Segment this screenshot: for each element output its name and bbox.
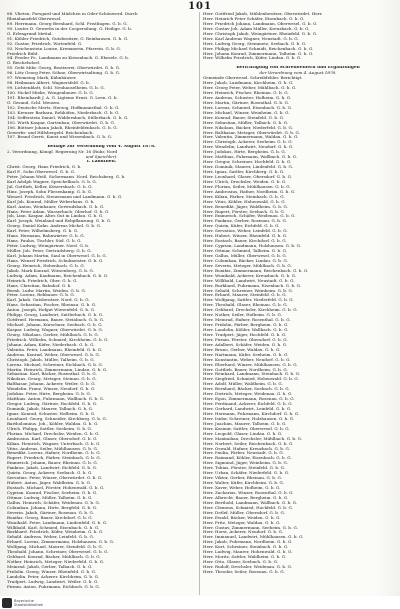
text-line: Herr. Martin, Gärtner, Rosenthal. G. b. G. — [203, 100, 290, 105]
text-line: 2. Verordnung, Königl. Regierung Nr. 16 (Ruhr, Nord — [7, 150, 118, 155]
text-line: Bartholomäus. Joh., Köhler, Waldau. G. b. G. — [7, 421, 99, 426]
text-line: Quirin. Georg, Ackerer, Seebach. G. b. G. — [7, 471, 93, 476]
text-line: Herr. Gustav Joh. Adam Müller, Kreuzbach. G. b. G. — [203, 26, 310, 31]
text-line: Herr. Karl Andreas Wagner, Neustadt. G. b. G. — [203, 36, 299, 41]
text-line: Philipp. Georg, Landwirt, Sattlerbach. G. b. G. — [7, 313, 104, 318]
text-line: Wolfgang. Michael, Maurer, Steinfeld. G. b. G. — [7, 545, 103, 550]
text-line: Herr. Siegfried, Schmied, Hohenwald. G. b. G. — [203, 377, 299, 382]
library-credit-line2: Staatsbibliothek — [14, 603, 44, 607]
text-line: Herr. Benedikt, Jäger, Waldheim. G. b. G. — [203, 204, 288, 209]
text-line: Herr. Ludwig Georg, Steinmetz, Seebach. G. b. G. — [203, 41, 307, 46]
text-line: Herr. Theodor, Seiler, Rosenau. G. b. G. — [203, 569, 285, 574]
text-line: Georg. Heinrich, Hohenbach. G. b. G. — [7, 263, 85, 268]
text-line: 104. Sefferstein Daniel, Widdernbach, Stillerbach. G. b. G. — [7, 115, 129, 120]
text-line: Herr. Theobald, Glaser, Rheinau. G. b. G. — [203, 303, 288, 308]
text-line: Martin. Heinrich, Zimmermann, Lindau. G. b. G. — [7, 367, 108, 372]
text-line: Herr. Meinrad, Hafner, Rosenthal. G. b. G. — [203, 318, 291, 323]
text-line: Müller. Joh. Peter, Gertrudsberg. G. b. G. — [7, 249, 92, 253]
text-line: Herr. Cyprian, Landmann, Holzhausen. G. b. G. — [203, 244, 302, 249]
text-line: Herr. Christoph, Ackerer, Seeheim. G. b. G. — [203, 140, 293, 145]
text-line: Herr. Erhard, Maurer, Steinfeld. G. b. G. — [203, 293, 287, 298]
text-line: Meinrad. Jakob, Gerber, Talbach. G. b. G. — [7, 565, 93, 569]
text-line: Karl. Jakob, Gutsbesitzer, Nord. G. b. G. — [7, 298, 90, 303]
text-line: Herr. Rudolf, Drechsler, Weidenau. G. b. G. — [203, 565, 293, 569]
text-columns — [4, 12, 396, 595]
text-line: 100. Nickel Mieke, Wengenbauer. G. b. G. — [7, 91, 94, 95]
text-line: Herr. Tobias, Förster, Steinfeld. G. b. G. — [203, 466, 285, 471]
text-line: Ludwig. Adam, Kaufmann, Reichenbach. G. b. G. — [7, 273, 109, 278]
text-line: G. Reichelsdorf. — [7, 61, 41, 66]
text-line: Christoph. Jakob, Müller, Talheim. G. b. G. — [7, 357, 95, 362]
text-line: Valentin. Peter, Landmann, Rheinfeld. G. b. G. — [7, 347, 103, 352]
text-line: Herr. Burkhard, Fuhrmann, Eisenbach. G. b. G. — [203, 283, 302, 288]
text-line: Herr. Georg Peter, Weber, Mühlbach. G. b. G. — [203, 86, 297, 91]
text-line: Karl Adolph Wagner, Speichelbach. G. b. G. — [7, 179, 97, 184]
text-line: Herr. Hartmann, Küfer, Seeheim. G. b. G. — [203, 352, 289, 357]
text-line: 98. Heilmann Albert, Wagnersfeld. G. b. — [7, 81, 90, 86]
text-line: 90. Leuter D. Gewerbs in der Coopersilung. G. Heilige. G. b. — [7, 26, 133, 31]
text-line: Georg. Daniel Kahn. Andreas Michel. G. b. G. — [7, 224, 101, 229]
text-line: Cyprian. Konrad, Fischer, Seeheim. G. b. G. — [7, 490, 98, 495]
text-line: Michael. Johann, Kürschner, Seebach. G. b. G. — [7, 323, 103, 328]
text-line: Leonhard. Georg, Schneider, Kirchberg. G. b. G. — [7, 416, 107, 421]
text-line: Herr. Egon, Zimmermann, Rosenau. G. b. G. — [203, 397, 295, 402]
text-line: Herr. Valentin, Zimmermann, Waldau. G. b. G. — [203, 135, 299, 140]
text-line: Dominik. Jakob, Maurer, Talbach. G. b. G. — [7, 407, 94, 411]
text-line: Herr. Maximilian, Drechsler, Mühlbach. G. b. G. — [203, 436, 303, 441]
library-credit-line1: Bayerische — [14, 599, 34, 603]
library-footer — [0, 596, 400, 609]
text-line: 88. Vlieten, Forsgard und Mädchen in Oder-Schönwerd. Durch — [7, 12, 138, 16]
text-line: 93. Neichenstein Louise, Kremmerin, Pfarrein. G. b. G. — [7, 46, 121, 51]
text-line: Karl. Joseph, Weinland und Rebpflanzung. G. b. G. — [7, 219, 112, 224]
text-line: Herr. Jakob, Fuhrmann, Nordheim. G. b. G. — [203, 540, 293, 545]
text-line: Herr. Isidor, Schreiner, Holzhausen. G. b. G. — [203, 416, 295, 421]
text-line: 106. Büttner Johann Jakob, Rheinfeldenbach. G. b. G. — [7, 125, 118, 130]
text-line: Herr. Kurt, Schreiner, Steinbach. G. b. G. — [203, 545, 289, 550]
text-line: Herr. Heinrich Peter Schäfer, Eisenbach. G. b. G. — [203, 16, 305, 21]
text-line: Herr. Lorenz, Schmied, Eisenbach. G. b. G. — [203, 105, 293, 110]
text-line: Herr. Notker, Seiler, Hofheim. G. b. G. — [203, 313, 282, 318]
text-line: Herr. Landolin, Köhler, Wallbach. G. b. G. — [203, 328, 289, 332]
text-line: Pirmin. Anton, Fuhrmann, Eichbach. G. b. G. — [7, 584, 100, 589]
text-line: Herr. Hermann, Fuhrmann, Kirchdorf. G. b. G. — [203, 411, 300, 416]
text-line: Herr. Sigmund, Jäger, Weinheim. G. b. G. — [203, 461, 288, 466]
text-line: Gottfried. Hermann, Bauer, Steinbach. G. b. G. — [7, 318, 105, 323]
text-line: Jul. Gottlieb, Keller, Kötzersbach. G. b. G. — [7, 184, 93, 189]
text-line: Hans. Paulus, Tischler, Süd. G. b. G. — [7, 239, 82, 244]
text-line: Herr. Dietrich, Metzger, Weidenau. G. b. G. — [203, 392, 293, 397]
text-line: Wunibald. Peter, Landmann, Lindenfeld. G. b. G. — [7, 520, 108, 525]
text-line: Herr. Jodokus, Hirte, Bergheim. G. b. G. — [203, 150, 286, 155]
text-line: Peter. Johann Weiß, Sichermann. Nord. Reichsberg. G. b. — [7, 174, 126, 179]
text-line: Balthasar. Johann, Ackerer, Weiler. G. b. G. — [7, 382, 96, 387]
text-line: Herr. Friedrich Johann, Landmann, Oberwesel. G. b. G. — [203, 21, 318, 26]
text-line: Herr. Eberhard, Winzer, Mühlhausen. G. b. G. — [203, 362, 298, 367]
text-line: Hans. Wenzel Friedrich, Schulmeister. G. b. G. — [7, 258, 104, 263]
text-line: Karl. Anton, Weinbauer, Gertrudsbach. G. b. G. — [7, 204, 105, 209]
text-line: Herr. Rupert, Förster, Seebach. G. b. G. — [203, 209, 285, 214]
text-line: Ulrich. Philipp, Sattler, Seeheim. G. b. G. — [7, 426, 92, 431]
text-line: Herr. Ferdinand, Ackerer, Eichfeld. G. b. G. — [203, 402, 293, 407]
text-line: 94. Feeder Fr., Landmann zu Kiesenbach. G. Ehesele. G. b. — [7, 56, 130, 61]
text-line: Anton. Joseph, Hofgut Wiesenfeld. G. b. G. — [7, 308, 96, 313]
text-line: Herr. Kilian, Färber, Steinbach. G. b. G. — [203, 194, 285, 199]
text-line: Jakob. Mark Konrad, Wiesenberg. G. b. G. — [7, 268, 94, 273]
text-line: Herr. Kasimir, Sattler, Oberwesel. G. b. G. — [203, 426, 290, 431]
text-line: Herr. Walter, Küfer, Kirchheim. G. b. G. — [203, 481, 284, 486]
text-line: Herr. Sebald, Schreiner, Weinheim. G. b. G. — [203, 288, 293, 293]
text-line: Herr. Jakob, Landmann, Kirchheim. G. b. G. — [203, 81, 294, 86]
text-line: Herr. Gebhard, Drechsler, Kirchheim. G. b. G. — [203, 308, 298, 313]
text-line: Herr. Pankraz, Gerber, Rosenau. G. b. G. — [203, 219, 287, 224]
text-line: Herr. Adolf, Müller, Waldheim. G. b. G. — [203, 382, 283, 387]
text-line: 101. Rheinhardt J. A. G. Ligteme Ernst. G. Leen. G. b. — [7, 95, 118, 100]
text-line: Trudpert. Ludwig, Landwirt, Weiler. G. b. G. — [7, 579, 99, 584]
text-line: Herr. Florian, Seiler, Mühlhausen. G. b. G. — [203, 184, 291, 189]
text-line: Severin. Jakob, Gärtner, Rosenau. G. b. G. — [7, 510, 94, 515]
text-line: Eustach. Michael, Förster, Hohenwald. G. b. G. — [7, 486, 105, 490]
text-line: Pankraz. Jakob, Landwirt, Eichfeld. G. b. G. — [7, 466, 98, 471]
text-line: Herr. Moritz, Sattler, Waldheim. G. b. G. — [203, 555, 287, 560]
text-line: Herr. Detlef, Müller, Obersdorf. G. b. G. — [203, 510, 285, 515]
library-credit — [14, 599, 43, 607]
text-line: Benedikt. Lorenz, Hafner, Nordheim. G. b. G. — [7, 451, 101, 456]
text-line: Herr. Oswald, Hafner, Kreuzbach. G. b. G. — [203, 446, 290, 451]
text-line: Peter. Ludwig, Weingärtner. Nord. G. b. — [7, 244, 90, 249]
text-line: I. Landtheil. — [86, 160, 117, 165]
text-line: Herr. Severin, Metzger, Mühlbach. G. b. G. — [203, 263, 292, 268]
text-line: Herr. Vitus, Köhler, Hohenwald. G. b. G. — [203, 199, 286, 204]
text-line: 103. Kreuzer Barbara, Rehhöfen, Niederbach. G. b. G. — [7, 110, 120, 115]
text-line: Herr. Ambrosius, Hafner, Nordheim. G. b. G. — [203, 189, 296, 194]
text-line: Wenzel. Friedrich, Steuermann und Landmann. G. b. G. — [7, 194, 123, 199]
text-line: Herr. Eustach, Bauer, Kirchdorf. G. b. G. — [203, 239, 287, 244]
text-line: Herr. Heinrich, Fischer, Rheinau. G. b. G. — [203, 91, 289, 95]
text-line: Gregor. Ludwig, Gärtner, Hochfeld. G. b. G. — [7, 402, 98, 407]
text-line: Vitus. Andreas, Seiler, Mühlhausen. G. b. G. — [7, 446, 98, 451]
text-line: Herr. Joachim, Maurer, Talheim. G. b. G. — [203, 421, 287, 426]
text-line: Hans. Sebastian, Fischer, Rheinau. G. b. G. — [7, 303, 97, 308]
text-line: Herr. Gustav, Zimmermann, Seeheim. G. b. G. — [203, 525, 298, 530]
text-line: Herr. Fritz, Metzger, Waldau. G. b. G. — [203, 520, 281, 525]
text-line: Fridolin. Georg, Winzer, Rheinfeld. G. b. G. — [7, 569, 97, 574]
text-line: Columban. Johann, Hirte, Bergfeld. G. b. G. — [7, 505, 98, 510]
text-line: Herr. Andreas, Schuster, Hofheim. G. b. G. — [203, 95, 292, 100]
text-line: Herr. Raimund, Köhler, Eisenbach. G. b. G. — [203, 456, 292, 461]
text-line: Herr. Bonifaz, Zimmermann, Reichenbach. G. b. G. — [203, 268, 309, 273]
text-line: Herr. Emmerich, Schäfer, Weidenau. G. b. G. — [203, 214, 296, 219]
text-line: Servatius. Peter, Winzer, Oberwürdet. G. b. G. — [7, 476, 103, 481]
text-line: Bernh. Ludw. Martin, Weiden. G. b. G. — [7, 288, 86, 293]
text-line: Herr. Urban, Schäfer, Niederfeld. G. b. G. — [203, 471, 290, 476]
left-column — [4, 12, 200, 595]
text-line: Hubert. Anton, Jäger, Waldheim. G. b. G. — [7, 481, 92, 486]
text-line: Herr. Gottfried Jakob, Mühlenbesitzer, Oberwürdet. Herr. — [203, 12, 323, 16]
text-line: Sebastian. Karl, Bäcker, Rosenthal. G. b. G. — [7, 372, 97, 377]
library-logo-icon — [2, 598, 12, 608]
text-line: 102. Deutsche Mertz, Herzog, Hoffmannsthal. G. b. G. — [7, 105, 120, 110]
text-line: Hans. Peter Adam, Wasserbach, Oberhof. G. b. G. — [7, 209, 110, 214]
text-line: 107. Brand Gerrit, Kunst und Wiesenbach. G. b. G. — [7, 135, 113, 140]
text-line: Gebhard. Konrad, Bäcker, Mühlbach. G. b. G. — [7, 555, 101, 560]
text-line: Karl F., Sohn Oberwesel. G. b. G. — [7, 170, 76, 174]
text-line: Herr. Ottmar, Schmied, Talheim. G. b. G. — [203, 249, 288, 253]
text-line: Herr. Adalbert, Schäfer, Weiden. G. b. G. — [203, 342, 288, 347]
text-line: G. Erlengrund Mettal. — [7, 31, 53, 36]
text-line: 95. Geht Mihr. Georg, Besitzerei, Oberwürdet. G. b. G. — [7, 66, 121, 71]
text-line: Burkhard. Friedrich, Küfer, Weinheim. G. b. G. — [7, 530, 104, 535]
text-line: Matthias. Anton, Fuhrmann, Wallbach. G. b. G. — [7, 397, 105, 402]
text-line: Gewerbs- und Hilfsbergeld. Reichenbach. — [7, 130, 94, 135]
text-line: Heinrich. Friedrich, Ober. G. b. G. — [7, 278, 78, 283]
text-line: Herr. Wolfgang, Sattler, Niederfeld. G. b. G. — [203, 298, 294, 303]
text-line: Hinz. Joseph, Sohn Fliesenkamp. G. b. G. — [7, 189, 93, 194]
text-line: 92. Gustav, Friedrich, Wirtenfeld. G. — [7, 41, 83, 46]
text-line: 89. Herrmann. Georg Bernhard, Schl. Fristlingen. G. b. G. — [7, 21, 128, 26]
text-line: Karl. Johann Martin, Saul in Oberwesel. G. b. G. — [7, 253, 107, 258]
text-line: Erhard. Lorenz, Zimmermann, Holzhausen. G. b. G. — [7, 540, 115, 545]
text-line: Emmerich. Johann, Bauer, Rheinau. G. b. G. — [7, 461, 98, 466]
text-line: Herr. Columban, Bäcker, Lindau. G. b. G. — [203, 258, 288, 263]
text-line: Georg. Nikolaus, Gerber, Mühlbach. G. b. G. — [7, 332, 99, 337]
text-line: Gemeinde Oberwesel. Schreibfehler. Berichtigt. — [203, 76, 303, 81]
text-line: Herr. Zacharias, Winzer, Rosenthal. G. b. G. — [203, 490, 294, 495]
text-line: Herr. Viktor, Gerber, Rheinau. G. b. G. — [203, 476, 282, 481]
text-line: Herr. Wilhelm Friedrich, Küfer, Lindau. G. b. G. — [203, 56, 302, 61]
text-line: 96. Lötz Georg Peter, Söhne, Oberwirtsaltung. G. b. G. — [7, 71, 121, 76]
text-line: Herr. Christoph Jakob, Weingärtner, Rheinfeld. G. b. G. — [203, 31, 318, 36]
text-line: Andreas. Konrad, Weber, Oberwesel. G. b. G. — [7, 352, 100, 357]
text-line: Herr. Norbert, Seiler, Reichenbach. G. b. G. — [203, 441, 294, 446]
text-line: G. Gesund, Schl. Meusen. — [7, 100, 61, 105]
text-line: Herr. Berthold, Landmann, Wallbach. G. b. G. — [203, 500, 298, 505]
text-line: Wendelin. Franz, Winzer, Neudorf. G. b. G. — [7, 387, 96, 392]
text-line: Karl. Peter, Wilhelmsberg. G. b. G. — [7, 229, 79, 234]
text-line: Herr. Matthias, Fuhrmann, Wallbach. G. b. G. — [203, 155, 298, 160]
text-line: und Speichler). — [85, 155, 118, 160]
text-line: Herr. Michael, Winzer, Weinheim. G. b. G. — [203, 110, 290, 115]
text-line: 91. Köhler Friedrich, Gutsbesitzer, G. Reinhausen. G. b. G. — [7, 36, 129, 41]
text-line: Herr. Clemens, Schmied, Hochfeld. G. b. G. — [203, 505, 293, 510]
text-line: Herr. Johann Konrad, Zimmermann, Talheim. G. b. G. — [203, 51, 314, 56]
text-line: Theobald. Johann, Schreiner, Oberwesel. G. b. G. — [7, 550, 109, 555]
text-line: Hans. Christian, Bahnhof. G. b. — [7, 283, 72, 288]
text-line: Lorenz. Michael, Schreiner, Eichbach. G. b. G. — [7, 362, 103, 367]
text-line: Herr. Trudpert, Jäger, Hochfeld. G. b. G. — [203, 332, 287, 337]
text-line: Herr. Ignaz, Sattler, Kirchberg. G. b. G. — [203, 170, 285, 174]
text-line: Herr. Philipp Michael Schmidt, Reichenbach. G. b. G. — [203, 46, 314, 51]
text-line: Herr. Reinhard, Landmann, Steinbach. G. b. G. — [203, 372, 301, 377]
text-line: Hans. Hermann, Bahnwärter. G. b. G. — [7, 234, 85, 239]
text-line: Notker. Heinrich, Metzger, Niederfeld. G. b. G. — [7, 560, 105, 565]
text-line: Johann. Adam, Küfer, Niederbach. G. b. G. — [7, 342, 95, 347]
text-line: Herr. Bernhard, Bäcker, Seebach. G. b. G. — [203, 387, 290, 392]
text-line: Herr. Immanuel, Landwirt, Mühlhausen. G. b. G. — [203, 535, 304, 540]
text-line: Herr. Willibald, Landwirt, Neustadt. G. b. G. — [203, 278, 295, 283]
text-line: Willibald. Karl, Schmied, Eisenbach. G. b. G. — [7, 525, 100, 530]
text-line: Christ. Georg, Hans Friedrich, G. b. — [7, 165, 82, 170]
text-line: der Verordnung vom 4. August 1878. — [259, 71, 337, 76]
text-line: Beilage zur Verordnung vom 4. August 1878. — [47, 145, 156, 150]
text-line: Herr. Leonhard, Glaser, Obersdorf. G. b. G. — [203, 174, 293, 179]
text-line: Herr. Dominik, Maurer, Lindenfeld. G. b. G. — [203, 165, 293, 170]
text-line: Herr. Ewald, Bäcker, Weiden. G. b. G. — [203, 515, 281, 520]
text-line: Herr. Fridolin, Färber, Bergheim. G. b. G. — [203, 323, 289, 328]
text-line: Karl Joh. Konrad, Müller Weberhaus. G. b. — [7, 199, 95, 204]
text-line: Herr. Gottlieb, Bauer, Nordheim. G. b. G. — [203, 367, 288, 372]
text-line: Herr. Konrad, Bauer, Steinfeld. G. b. G. — [203, 115, 285, 120]
text-line: Kilian. Heinrich, Wagner, Unterbach. G. b. G. — [7, 441, 101, 446]
text-line: Herr. Servatius, Weber, Leinfeld. G. b. G. — [203, 229, 288, 234]
text-line: Nikolaus. Georg, Metzger, Steinau. G. b. G. — [7, 377, 97, 382]
text-line: Ignaz. Konrad, Schuster, Hofheim. G. b. G. — [7, 411, 96, 416]
text-line: Berichtigung von Schreibfehlern und Ergänzungen — [236, 66, 360, 71]
text-line: Kaspar. Ludwig, Wagner, Oberwürdet. G. b. G. — [7, 328, 103, 332]
page-number: 101 — [188, 1, 212, 12]
text-line: Herr. Sebastian, Müller, Talbach. G. b. G. — [203, 120, 289, 125]
text-line: Landolin. Peter, Ackerer, Kirchheim. G. b. G. — [7, 574, 100, 579]
text-line: Herr. Ulrich, Drechsler, Weiden. G. b. G. — [203, 179, 287, 184]
right-column — [200, 12, 396, 595]
text-line: Herr. Gregor, Schreiner, Hochfeld. G. b. G. — [203, 160, 292, 165]
text-line: Herr. Wunibald, Ackerer, Kreuzbach. G. b. G. — [203, 273, 297, 278]
text-line: Herr. Nikolaus, Bäcker, Niederfeld. G. b. G. — [203, 125, 293, 130]
text-line: Friedrich. Wilhelm, Schmied, Kirchheim. G. b. G. — [7, 337, 109, 342]
text-line: Ambrosius. Karl, Glaser, Obersdorf. G. b. G. — [7, 436, 98, 441]
text-line: Herr. Albrecht, Bauer, Bergheim. G. b. G. — [203, 495, 289, 500]
text-line: Herr. Quirin, Küfer, Eichfeld. G. b. G. — [203, 224, 280, 229]
text-line: Herr. Gerhard, Landwirt, Leinfeld. G. b. G. — [203, 407, 292, 411]
text-line: Gallus. Heinrich, Schäfer, Weidenau. G. b. G. — [7, 500, 100, 505]
text-line: Herr. Horst, Ackerer, Neudorf. G. b. G. — [203, 530, 284, 535]
text-line: Ottmar. Ludwig, Müller, Talheim. G. b. G. — [7, 495, 93, 500]
text-line: Herr. Wendelin, Landwirt, Neudorf. G. b. G. — [203, 145, 294, 150]
text-line: Herr. Konstantin, Weber, Neudorf. G. b. G. — [203, 357, 291, 362]
text-line: Rupert. Friedrich, Färber, Steinbach. G. b. G. — [7, 456, 101, 461]
text-line: Florian. Michael, Drechsler, Weiden. G. b. G. — [7, 431, 100, 436]
text-line: Sebald. Andreas, Weber, Leinfeld. G. b. G. — [7, 535, 94, 540]
text-line: Herr. Leopold, Glaser, Lindau. G. b. G. — [203, 431, 283, 436]
text-line: Herr. Ludwig, Maurer, Hohenwald. G. b. G. — [203, 550, 293, 555]
text-line: Joh. Linn. Kaspar, Altes Gut in Lindau. G. b. G. — [7, 214, 104, 219]
text-line: Herr. Xaver, Weber, Hofheim. G. b. G. — [203, 486, 281, 490]
text-line: 105. Wirth Kaspar, Gartenbau, Oberwürdet. G. b. G. — [7, 120, 115, 125]
text-line: Herr. Otto, Glaser, Seebach. G. b. G. — [203, 560, 279, 565]
text-line: Herr. Hubert, Winzer, Rheinfeld. G. b. G. — [203, 234, 288, 239]
text-line: Herr. Balthasar, Metzger, Oberwürdet. G. b. G. — [203, 130, 300, 135]
text-line: Friedrich Bühl. — [7, 51, 39, 56]
text-line: 99. Lichtenblatt, Schl. Neuhauselheim. G. b. G. — [7, 86, 105, 91]
text-line: 97. Wiemeing Mark, Kühnhäuser. — [7, 76, 77, 81]
text-line: Bonifaz. Georg, Bauer, Kirchdorf. G. b. G. — [7, 515, 93, 520]
text-line: Herr. Gallus, Müller, Oberwesel. G. b. G. — [203, 253, 287, 258]
text-line: Herr. Pirmin, Förster, Obersdorf. G. b. G. — [203, 337, 288, 342]
text-line: Herr. Paulin, Färber, Neustadt. G. b. G. — [203, 451, 284, 456]
text-line: Jodokus. Peter, Hirte, Bergheim. G. b. G. — [7, 392, 91, 397]
text-line: Rheinhausfeld Oberwesel. — [7, 16, 62, 21]
text-line: Herr. Bruno, Gerber, Waldau. G. b. G. — [203, 347, 281, 352]
text-line: Peter. Lorenz, Rebbauer. G. b. G. — [7, 293, 75, 298]
